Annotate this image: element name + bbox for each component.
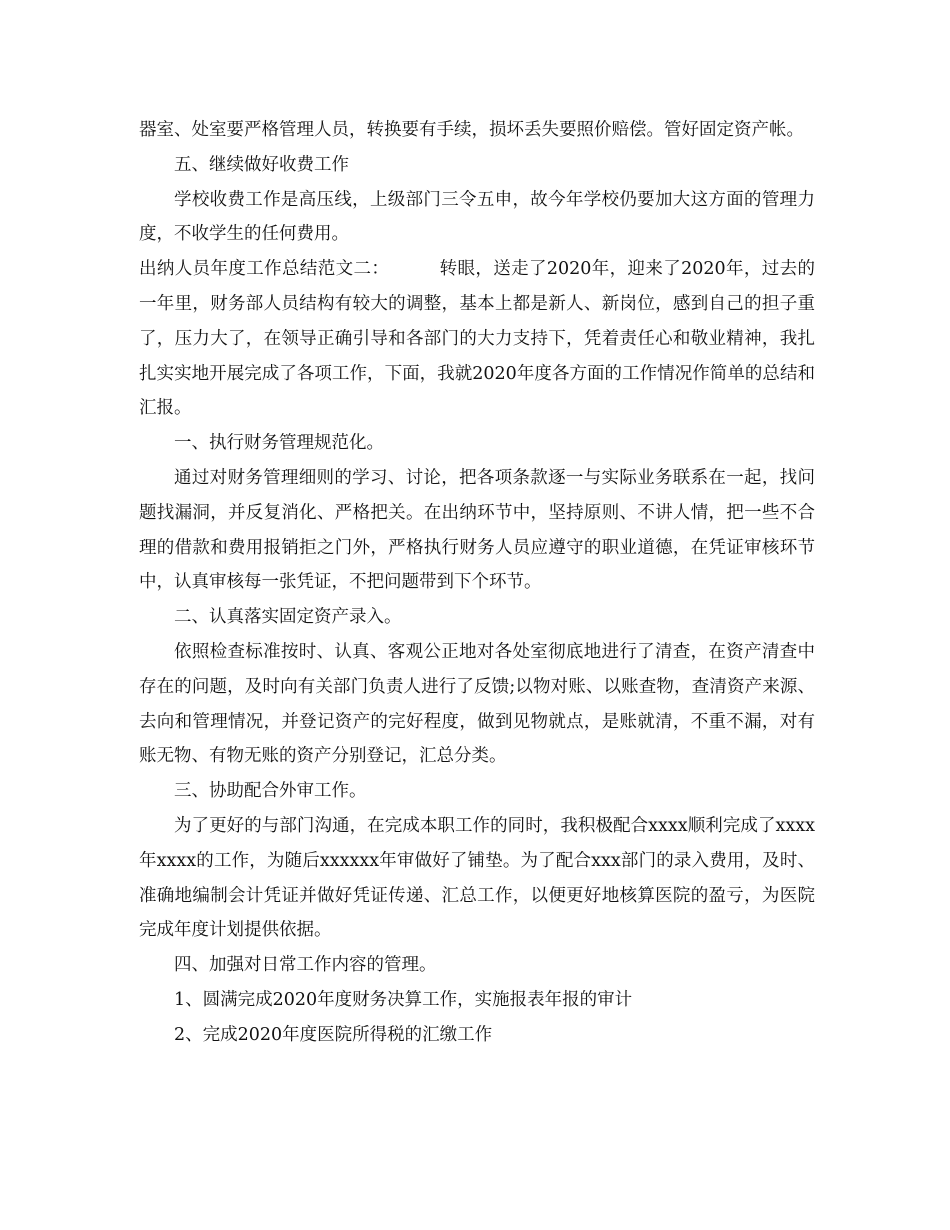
paragraph-fees: 学校收费工作是高压线，上级部门三令五申，故今年学校仍要加大这方面的管理力度，不收学生的任何费用。	[139, 189, 815, 245]
paragraph-finance-standardization: 通过对财务管理细则的学习、讨论，把各项条款逐一与实际业务联系在一起，找问题找漏洞，并反复消化、严格把关。在出纳环节中，坚持原则、不讲人情，把一些不合理的借款和费用报销拒之门外，严格执行财务人员应遵守的职业道德，在凭证审核环节中，认真审核每一张凭证，不把问题带到下个环节。	[139, 467, 815, 593]
paragraph-fixed-assets-end: 器室、处室要严格管理人员，转换要有手续，损坏丢失要照价赔偿。管好固定资产帐。	[139, 120, 804, 140]
heading-fees: 五、继续做好收费工作	[174, 154, 349, 175]
heading-finance-standardization: 一、执行财务管理规范化。	[174, 433, 384, 454]
heading-fixed-assets: 二、认真落实固定资产录入。	[174, 607, 402, 628]
document-body	[139, 113, 815, 1053]
list-item: 2、完成2020年度医院所得税的汇缴工作	[174, 1024, 493, 1045]
heading-external-audit: 三、协助配合外审工作。	[174, 781, 367, 802]
paragraph-fixed-assets: 依照检查标准按时、认真、客观公正地对各处室彻底地进行了清查，在资产清查中存在的问题，及时向有关部门负责人进行了反馈;以物对账、以账查物，查清资产来源、去向和管理情况，并登记资产的完好程度，做到见物就点，是账就清，不重不漏，对有账无物、有物无账的资产分别登记，汇总分类。	[139, 641, 815, 767]
section-two-title: 出纳人员年度工作总结范文二：	[139, 259, 390, 280]
section-two-body: 转眼，送走了2020年，迎来了2020年，过去的一年里，财务部人员结构有较大的调整，基本上都是新人、新岗位，感到自己的担子重了，压力大了，在领导正确引导和各部门的大力支持下，凭着责任心和敬业精神，我扎扎实实地开展完成了各项工作，下面，我就2020年度各方面的工作情况作简单的总结和汇报。	[139, 259, 815, 419]
paragraph-external-audit: 为了更好的与部门沟通，在完成本职工作的同时，我积极配合xxxx顺利完成了xxxx年xxxx的工作，为随后xxxxxx年审做好了铺垫。为了配合xxx部门的录入费用，及时、准确地编制会计凭证并做好凭证传递、汇总工作，以便更好地核算医院的盈亏，为医院完成年度计划提供依据。	[139, 815, 815, 941]
list-item: 1、圆满完成2020年度财务决算工作，实施报表年报的审计	[174, 989, 633, 1010]
section-two-paragraph	[139, 252, 815, 426]
heading-daily-work: 四、加强对日常工作内容的管理。	[174, 955, 437, 976]
